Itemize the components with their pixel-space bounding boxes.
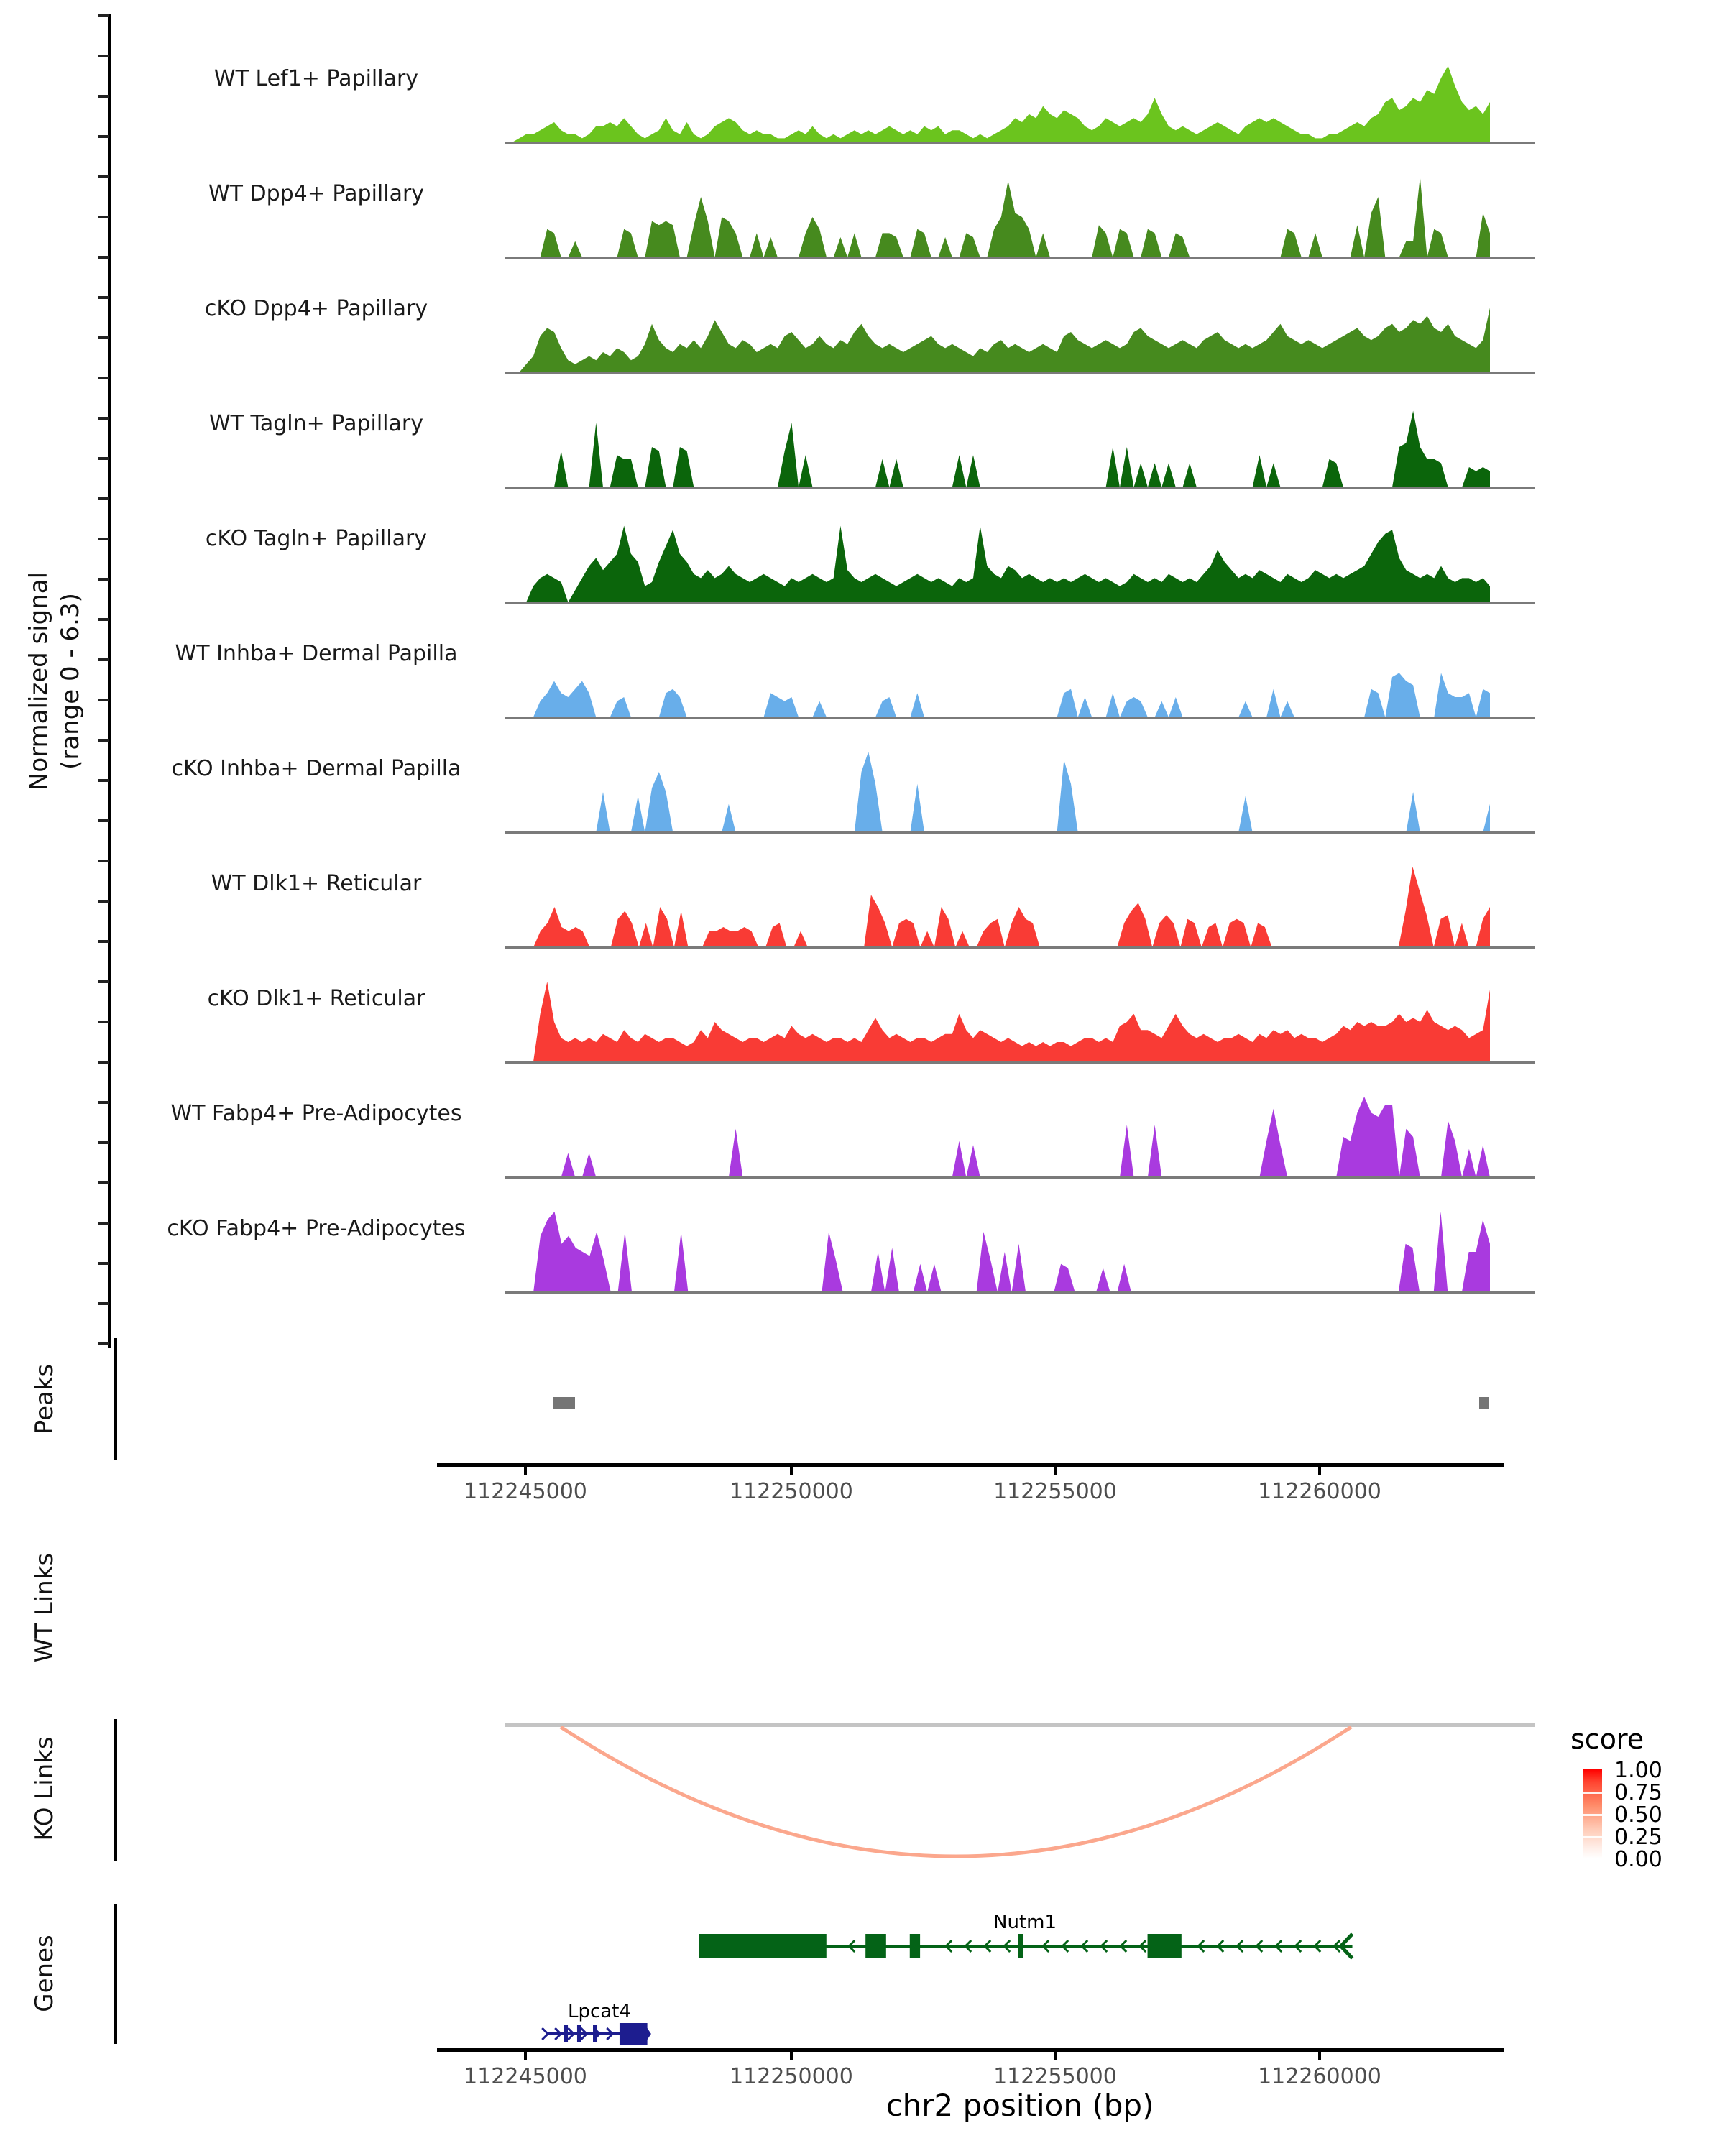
legend-title: score [1570,1723,1644,1755]
track-label: WT Tagln+ Papillary [209,411,423,436]
y-axis-tick [98,739,109,742]
track-label: cKO Fabp4+ Pre-Adipocytes [167,1216,466,1241]
y-axis-tick [98,1021,109,1023]
track-baseline [505,257,1535,259]
gene-exon [1018,1934,1023,1958]
signal-polygon [505,982,1490,1062]
genes-bracket [114,1904,117,2044]
legend-bar-tick [1583,1814,1602,1816]
gene-exon [1148,1934,1182,1958]
y-axis-tick [98,135,109,138]
track-label: cKO Inhba+ Dermal Papilla [171,756,461,781]
peak-box [1479,1397,1489,1409]
y-axis-tick [98,216,109,218]
track-label: WT Fabp4+ Pre-Adipocytes [170,1101,462,1126]
track-label: cKO Dpp4+ Papillary [204,296,428,321]
wt-links-label: WT Links [30,1552,59,1663]
signal-area [505,516,1535,602]
legend-label-1: 1.00 [1614,1758,1662,1783]
x-axis-title: chr2 position (bp) [886,2088,1154,2123]
y-axis-tick [98,497,109,500]
y-axis-tick [98,980,109,983]
track-label: cKO Dlk1+ Reticular [207,986,426,1011]
track-baseline [505,1176,1535,1179]
track-baseline [505,142,1535,144]
track-baseline [505,487,1535,489]
axis-tick-label: 112255000 [993,2064,1117,2089]
axis-line [437,1463,1504,1467]
axis-tick-label: 112260000 [1258,2064,1381,2089]
signal-area [505,401,1535,487]
gene-name-lpcat4: Lpcat4 [568,2001,631,2022]
y-axis-tick [98,699,109,701]
signal-area [505,1206,1535,1292]
signal-polygon [505,308,1490,372]
signal-polygon [505,66,1490,142]
y-axis-tick [98,457,109,460]
signal-area [505,631,1535,717]
axis-tick [1318,2052,1321,2060]
axis-tick [790,1467,793,1475]
gene-exon-tick [564,2025,568,2042]
track-baseline [505,602,1535,604]
y-axis-label [23,572,86,791]
gene-exon [910,1934,920,1958]
gene-exon-tick [577,2025,581,2042]
axis-tick [790,2052,793,2060]
signal-polygon [505,752,1490,832]
y-axis-tick [98,1181,109,1184]
y-axis-tick [98,1141,109,1144]
peaks-label: Peaks [30,1363,59,1435]
y-axis-label-line2: (range 0 - 6.3) [56,593,85,770]
y-axis-tick [98,256,109,259]
axis-tick [1054,2052,1057,2060]
gene-exon [865,1934,886,1958]
signal-area [505,56,1535,142]
axis-tick [524,2052,527,2060]
strand-arrow [542,2028,548,2040]
track-baseline [505,717,1535,719]
legend-label-3: 0.50 [1614,1802,1662,1828]
track-label: WT Lef1+ Papillary [213,66,419,91]
axis-tick-label: 112245000 [464,2064,587,2089]
y-axis-tick [98,1061,109,1064]
signal-polygon [505,673,1490,717]
signal-area [505,976,1535,1062]
y-axis-tick [98,1262,109,1265]
y-axis-tick [98,900,109,903]
track-label: cKO Tagln+ Papillary [205,526,428,551]
legend-bar-tick [1583,1836,1602,1838]
peak-box [553,1397,575,1409]
axis-tick-label: 112250000 [730,1479,853,1504]
gene-exon-tick [593,2025,597,2042]
y-axis-tick [98,1342,109,1345]
y-axis-spine [108,14,111,1348]
y-axis-tick [98,55,109,57]
y-axis-tick [98,578,109,581]
y-axis-tick [98,377,109,379]
track-label: WT Dpp4+ Papillary [208,181,425,206]
signal-polygon [505,1097,1490,1177]
y-axis-tick [98,175,109,178]
legend-label-4: 0.25 [1614,1825,1662,1850]
track-label: WT Inhba+ Dermal Papilla [175,641,458,666]
ko-link-arc [505,1725,1535,1869]
y-axis-tick [98,336,109,339]
legend-label-2: 0.75 [1614,1780,1662,1805]
signal-area [505,746,1535,832]
axis-tick-label: 112260000 [1258,1479,1381,1504]
track-baseline [505,1291,1535,1294]
signal-polygon [505,867,1490,947]
signal-area [505,1091,1535,1177]
axis-line [437,2048,1504,2052]
gene-exon [699,1934,827,1958]
axis-tick-label: 112255000 [993,1479,1117,1504]
axis-tick [1318,1467,1321,1475]
axis-tick-label: 112250000 [730,2064,853,2089]
legend-gradient-bar [1583,1769,1602,1858]
axis-tick [1054,1467,1057,1475]
track-baseline [505,1061,1535,1064]
signal-polygon [505,177,1490,257]
y-axis-tick [98,860,109,862]
peaks-bracket [114,1338,117,1460]
ko-links-label: KO Links [30,1736,59,1841]
legend-bar-tick [1583,1792,1602,1794]
legend-label-5: 0.00 [1614,1847,1662,1872]
signal-polygon [505,411,1490,487]
signal-polygon [505,1212,1490,1292]
axis-tick-label: 112245000 [464,1479,587,1504]
y-axis-label-line1: Normalized signal [24,571,53,791]
axis-tick [524,1467,527,1475]
signal-area [505,861,1535,947]
y-axis-tick [98,14,109,17]
signal-area [505,286,1535,372]
y-axis-tick [98,618,109,621]
y-axis-tick [98,940,109,943]
ko-links-bracket [114,1719,117,1861]
y-axis-tick [98,95,109,98]
y-axis-tick [98,1302,109,1305]
track-label: WT Dlk1+ Reticular [211,871,422,896]
gene-models [505,1930,1535,2053]
gene-name-nutm1: Nutm1 [993,1912,1057,1933]
genes-label: Genes [30,1935,59,2012]
signal-area [505,171,1535,257]
track-baseline [505,946,1535,949]
y-axis-tick [98,819,109,822]
track-baseline [505,831,1535,834]
track-baseline [505,372,1535,374]
signal-polygon [505,526,1490,602]
